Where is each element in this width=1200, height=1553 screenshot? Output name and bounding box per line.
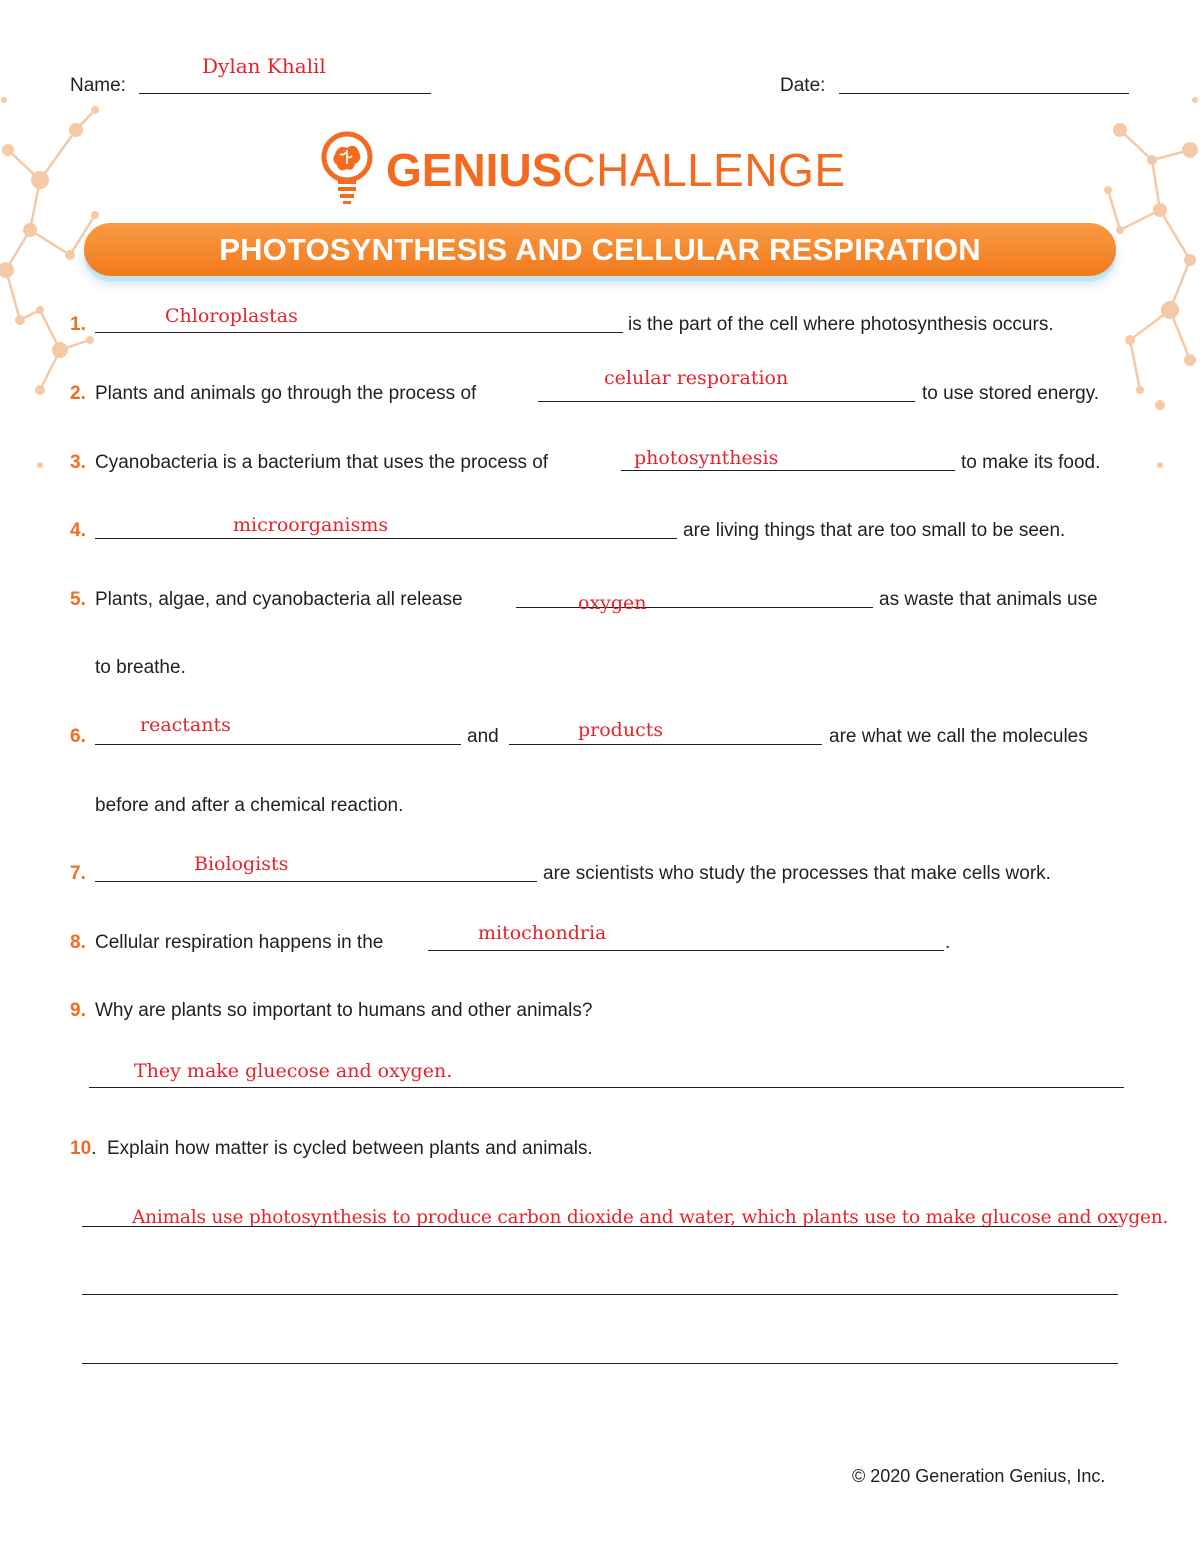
q6-answer-b: products xyxy=(578,719,664,741)
q6-number: 6. xyxy=(70,726,86,747)
q9-text: Why are plants so important to humans and other animals? xyxy=(95,1000,593,1021)
q9-answer-field[interactable] xyxy=(89,1087,1124,1088)
q6-text-after: are what we call the molecules xyxy=(829,726,1088,747)
q8-answer-field[interactable] xyxy=(428,950,944,951)
q2-text-after: to use stored energy. xyxy=(922,383,1100,404)
q10-answer: Animals use photosynthesis to produce carbon dioxide and water, which plants use to make glucose and oxygen. xyxy=(132,1207,1169,1228)
q9-number: 9. xyxy=(70,1000,86,1021)
molecule-decoration-left-icon xyxy=(0,90,110,480)
q1-text: is the part of the cell where photosynthesis occurs. xyxy=(628,314,1054,335)
q8-number: 8. xyxy=(70,932,86,953)
q8-text-before: Cellular respiration happens in the xyxy=(95,932,384,953)
q4-answer: microorganisms xyxy=(233,514,389,536)
q9-answer: They make gluecose and oxygen. xyxy=(134,1060,453,1082)
q7-text: are scientists who study the processes that make cells work. xyxy=(543,863,1051,884)
q10-text: Explain how matter is cycled between plants and animals. xyxy=(107,1138,593,1159)
q10-answer-field-3[interactable] xyxy=(82,1363,1118,1364)
q6-answer-a-field[interactable] xyxy=(95,744,461,745)
q6-text-line2: before and after a chemical reaction. xyxy=(95,795,404,816)
date-label: Date: xyxy=(780,75,826,96)
q1-answer-field[interactable] xyxy=(95,332,623,333)
q10-answer-field-1[interactable] xyxy=(82,1226,1118,1227)
q6-text-mid: and xyxy=(467,726,499,747)
q5-answer: oxygen xyxy=(578,592,647,614)
q4-answer-field[interactable] xyxy=(95,538,677,539)
q6-answer-a: reactants xyxy=(140,714,231,736)
q7-answer-field[interactable] xyxy=(95,881,537,882)
q5-answer-field[interactable] xyxy=(516,607,873,608)
q5-text-after: as waste that animals use xyxy=(879,589,1098,610)
q5-number: 5. xyxy=(70,589,86,610)
copyright: © 2020 Generation Genius, Inc. xyxy=(852,1466,1106,1486)
q5-text-line2: to breathe. xyxy=(95,657,186,678)
q1-answer: Chloroplastas xyxy=(165,305,298,327)
q3-number: 3. xyxy=(70,452,86,473)
q1-number: 1. xyxy=(70,314,86,335)
q2-answer-field[interactable] xyxy=(538,401,915,402)
q7-number: 7. xyxy=(70,863,86,884)
q2-answer: celular resporation xyxy=(604,367,789,389)
q10-answer-field-2[interactable] xyxy=(82,1294,1118,1295)
q8-text-after: . xyxy=(945,932,951,953)
q2-text-before: Plants and animals go through the process of xyxy=(95,383,477,404)
q3-answer-field[interactable] xyxy=(621,470,955,471)
date-field[interactable] xyxy=(839,93,1129,94)
page-title: PHOTOSYNTHESIS AND CELLULAR RESPIRATION xyxy=(219,232,981,267)
q4-number: 4. xyxy=(70,520,86,541)
q3-answer: photosynthesis xyxy=(634,447,779,469)
q5-text-before: Plants, algae, and cyanobacteria all release xyxy=(95,589,463,610)
name-answer: Dylan Khalil xyxy=(202,54,326,78)
title-banner xyxy=(84,223,1116,276)
q3-text-before: Cyanobacteria is a bacterium that uses the process of xyxy=(95,452,549,473)
q8-answer: mitochondria xyxy=(478,922,607,944)
q7-answer: Biologists xyxy=(194,853,289,875)
lightbulb-brain-icon xyxy=(320,130,374,208)
name-field[interactable] xyxy=(139,93,431,94)
name-label: Name: xyxy=(70,75,126,96)
q4-text: are living things that are too small to be seen. xyxy=(683,520,1066,541)
q2-number: 2. xyxy=(70,383,86,404)
q3-text-after: to make its food. xyxy=(961,452,1101,473)
q6-answer-b-field[interactable] xyxy=(509,744,822,745)
q10-number: 10. xyxy=(70,1138,97,1159)
molecule-decoration-right-icon xyxy=(1090,90,1200,480)
logo-wordmark: GENIUSCHALLENGE xyxy=(386,144,846,196)
